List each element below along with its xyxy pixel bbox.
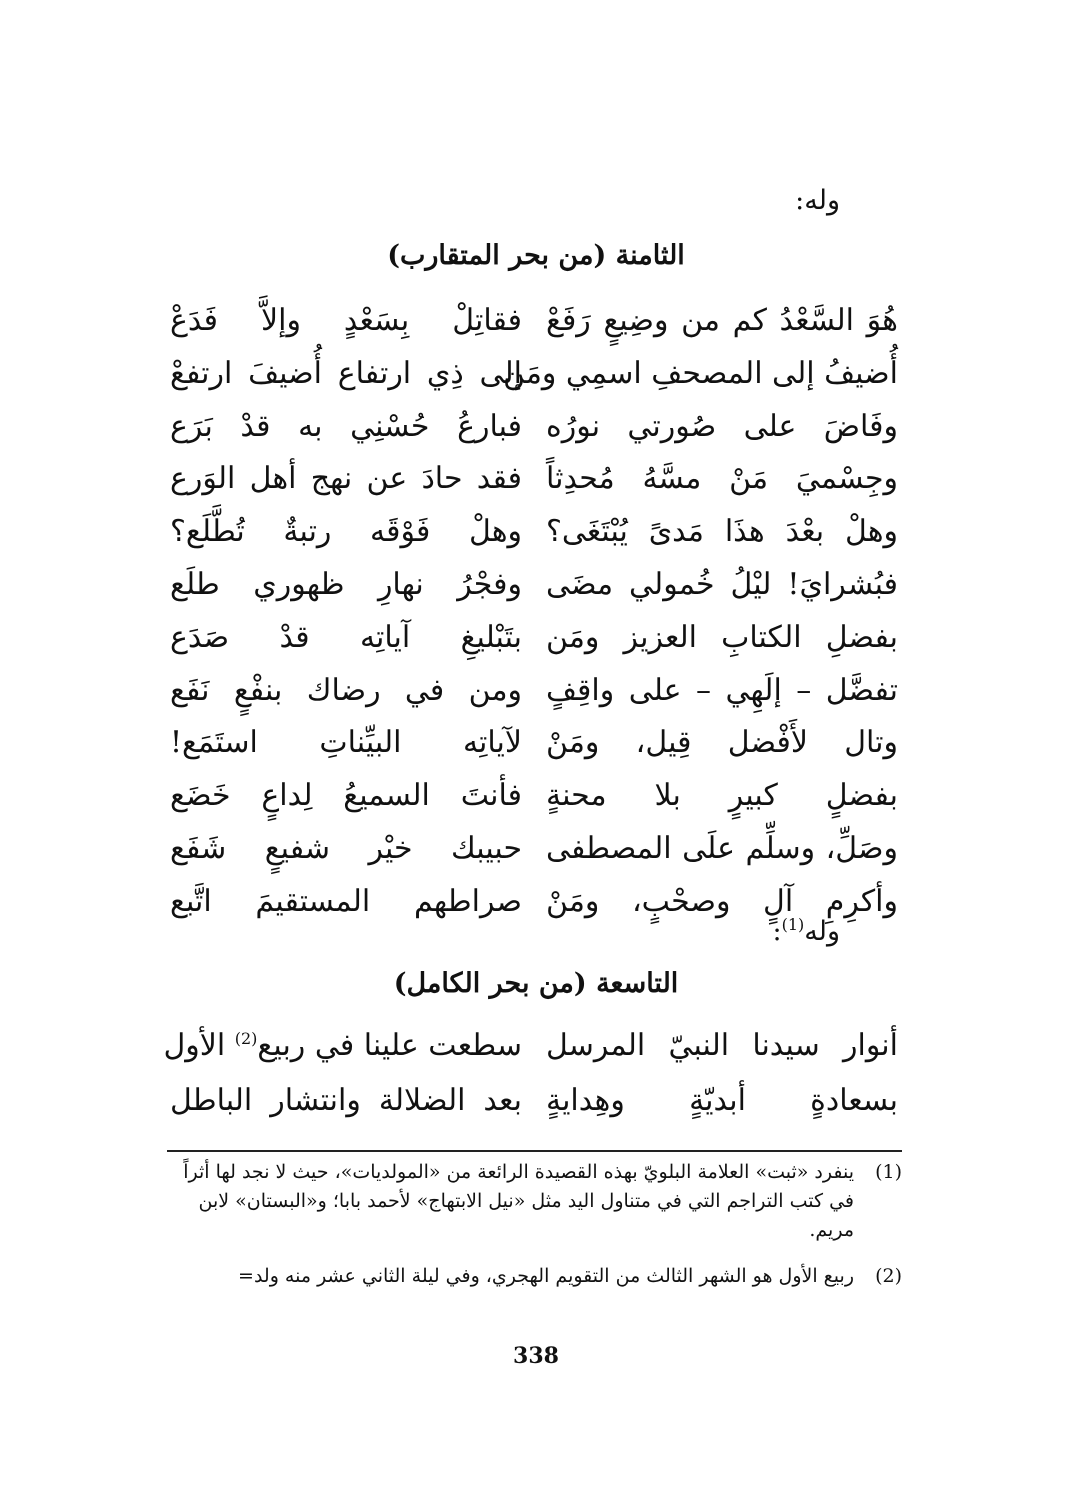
verse-left-text-end: الأول bbox=[163, 1027, 235, 1063]
poem-intro-9 bbox=[772, 915, 840, 947]
verse-right-hemistich: وتال لأَفْضل قِيل، ومَنْ bbox=[546, 724, 898, 760]
footnote-ref-2: (2) bbox=[234, 1028, 258, 1048]
verse-left-hemistich: بعد الضلالة وانتشار الباطل bbox=[170, 1082, 522, 1118]
verse-right-hemistich: بفضلِ الكتابِ العزيز ومَن bbox=[546, 619, 898, 655]
verse bbox=[170, 719, 898, 765]
footnote-number: (2) bbox=[875, 1265, 902, 1287]
verse bbox=[170, 772, 898, 818]
footnote-number: (1) bbox=[875, 1161, 902, 1183]
verse bbox=[170, 508, 898, 554]
verse-left-text: سطعت علينا في ربيع bbox=[257, 1027, 522, 1063]
poem-intro-9-colon: : bbox=[772, 916, 782, 947]
poem-title-8: الثامنة (من بحر المتقارب) bbox=[387, 240, 685, 271]
verse-left-hemistich: وفجْرُ نهارِ ظهوري طلَع bbox=[170, 566, 522, 602]
verse-left-hemistich: ومن في رضاك بنفْعٍ نَفَع bbox=[170, 672, 522, 708]
poem-intro-8: وله: bbox=[795, 185, 840, 216]
verse-left-hemistich: فأنتَ السميعُ لِداعٍ خَضَع bbox=[170, 777, 522, 813]
verse-left-hemistich: فبارعُ حُسْنِي به قدْ بَرَع bbox=[170, 408, 522, 444]
verse-right-hemistich: بفضلٍ كبيرٍ بلا محنةٍ bbox=[546, 777, 898, 813]
verse-left-hemistich: إلى ذِي ارتفاع أُضيفَ ارتفعْ bbox=[170, 355, 522, 391]
verse-right-hemistich: وجِسْميَ مَنْ مسَّهُ مُحدِثاً bbox=[546, 460, 898, 496]
verse-left-hemistich bbox=[163, 1027, 522, 1063]
verse-right-hemistich: وصَلِّ، وسلِّم علَى المصطفى bbox=[546, 830, 898, 866]
verse bbox=[170, 561, 898, 607]
footnote-divider bbox=[167, 1150, 902, 1152]
verse-right-hemistich: وهلْ بعْدَ هذَا مَدىً يُبْتَغَى؟ bbox=[546, 513, 898, 549]
verse bbox=[170, 1077, 898, 1123]
verse-left-hemistich: لآياتِه البيِّناتِ استَمَع! bbox=[170, 724, 522, 760]
verse-right-hemistich: فبُشرايَ! ليْلُ خُمولي مضَى bbox=[546, 566, 898, 602]
verse bbox=[170, 455, 898, 501]
verse bbox=[170, 825, 898, 871]
verse-right-hemistich: أُضيفُ إلى المصحفِ اسمِي ومَن bbox=[502, 355, 898, 391]
verse-right-hemistich: وأكرِمِ آلٍ وصحْبٍ، ومَنْ bbox=[546, 883, 898, 919]
verse-right-hemistich: هُوَ السَّعْدُ كم من وضِيعٍ رَفَعْ bbox=[546, 302, 898, 338]
verse bbox=[170, 667, 898, 713]
verse-left-hemistich: بتَبْليغِ آياتِه قدْ صَدَع bbox=[170, 619, 522, 655]
footnote-2 bbox=[167, 1262, 902, 1291]
verse bbox=[163, 1022, 898, 1068]
verse-left-hemistich: حبيبك خيْر شفيعٍ شَفَع bbox=[170, 830, 522, 866]
verse-right-hemistich: بسعادةٍ أبديّةٍ وهِدايةٍ bbox=[546, 1082, 898, 1118]
verse-right-hemistich: أنوار سيدنا النبيّ المرسل bbox=[546, 1027, 898, 1063]
verse bbox=[170, 297, 898, 343]
verse-left-hemistich: فقاتِلْ بِسَعْدٍ وإلاَّ فَدَعْ bbox=[170, 302, 522, 338]
page-number: 338 bbox=[513, 1343, 559, 1369]
footnote-text: ينفرد «ثبت» العلامة البلويّ بهذه القصيدة الرائعة من «المولديات»، حيث لا نجد لها أثراً في كتب التراجم التي في متناول اليد مثل «نيل الابتهاج» لأحمد بابا؛ و«البستان» لابن مريم. bbox=[183, 1161, 854, 1241]
verse bbox=[170, 614, 898, 660]
verse-right-hemistich: تفضَّل – إلَهِي – على واقِفٍ bbox=[546, 672, 898, 708]
footnote-ref-1: (1) bbox=[781, 915, 805, 934]
verse bbox=[170, 403, 898, 449]
poem-title-9: التاسعة (من بحر الكامل) bbox=[393, 968, 679, 999]
footnote-1 bbox=[167, 1158, 902, 1245]
verse-left-hemistich: صراطهم المستقيمَ اتَّبع bbox=[170, 883, 522, 919]
verse-left-hemistich: وهلْ فَوْقَه رتبةٌ تُطَّلَع؟ bbox=[170, 513, 522, 549]
poem-intro-9-text: وله bbox=[804, 916, 840, 947]
footnote-text: ربيع الأول هو الشهر الثالث من التقويم الهجري، وفي ليلة الثاني عشر منه ولد= bbox=[238, 1265, 854, 1287]
verse bbox=[170, 350, 898, 396]
verse-left-hemistich: فقد حادَ عن نهج أهل الوَرع bbox=[170, 460, 522, 496]
verse-right-hemistich: وفَاضَ على صُورتي نورُه bbox=[546, 408, 898, 444]
